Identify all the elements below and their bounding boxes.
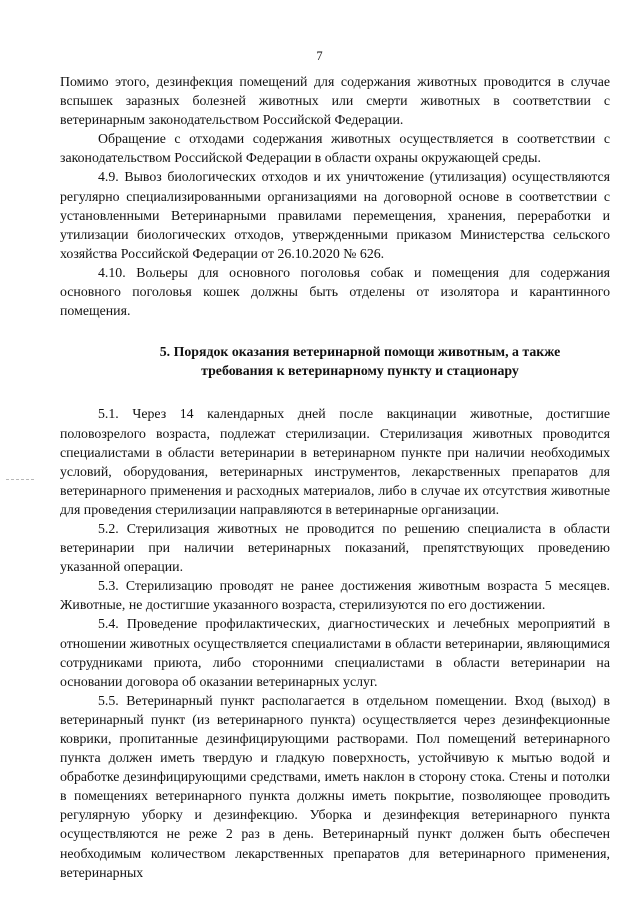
section-heading-line-2: требования к ветеринарному пункту и стационару xyxy=(201,363,519,379)
margin-scan-mark xyxy=(6,479,34,481)
paragraph-5-1: 5.1. Через 14 календарных дней после вакцинации животные, достигшие половозрелого возраста, подлежат стерилизации. Стерилизация животных проводится специалистами в области ветеринарии в ветеринарном пункте при наличии необходимых условий, оборудования, ветеринарных инструментов, лекарственных препаратов для ветеринарного применения и расходных материалов, либо в случае их отсутствия животные для проведения стерилизации направляются в ветеринарные организации. xyxy=(60,406,610,517)
paragraph-4-9: 4.9. Вывоз биологических отходов и их уничтожение (утилизация) осуществляются регулярно специализированными организациями на договорной основе в соответствии с установленными Ветеринарными правилами перемещения, хранения, переработки и утилизации биологических отходов, утвержденными приказом Министерства сельского хозяйства Российской Федерации от 26.10.2020 № 626. xyxy=(60,169,610,261)
paragraph-4-10: 4.10. Вольеры для основного поголовья собак и помещения для содержания основного поголовья кошек должны быть отделены от изолятора и карантинного помещения. xyxy=(60,264,610,319)
paragraph-5-4: 5.4. Проведение профилактических, диагностических и лечебных мероприятий в отношении животных осуществляется специалистами в области ветеринарии, являющимися сотрудниками приюта, либо сторонними специалистами в области ветеринарии на основании договора об оказании ветеринарных услуг. xyxy=(60,616,610,689)
section-heading xyxy=(60,342,610,380)
paragraph-disinfection: Помимо этого, дезинфекция помещений для содержания животных проводится в случае вспышек заразных болезней животных или смерти животных в соответствии с ветеринарным законодательством Российской Федерации. xyxy=(60,74,610,128)
paragraph-5-5: 5.5. Ветеринарный пункт располагается в отдельном помещении. Вход (выход) в ветеринарный пункт (из ветеринарного пункта) осуществляется через дезинфекционные коврики, пропитанные дезинфицирующими растворами. Пол помещений ветеринарного пункта должен иметь твердую и гладкую поверхность, устойчивую к мытью водой и обработке дезинфицирующими средствами, иметь наклон в сторону стока. Стены и потолки в помещениях ветеринарного пункта должны иметь покрытие, позволяющее проводить регулярную уборку и дезинфекцию. Уборка и дезинфекция ветеринарного пункта осуществляются не реже 2 раз в день. Ветеринарный пункт должен быть обеспечен необходимым количеством лекарственных препаратов для ветеринарного применения, ветеринарных xyxy=(60,692,610,880)
paragraph-5-2: 5.2. Стерилизация животных не проводится по решению специалиста в области ветеринарии при наличии ветеринарных показаний, препятствующих проведению указанной операции. xyxy=(60,520,610,575)
paragraph-5-3: 5.3. Стерилизацию проводят не ранее достижения животным возраста 5 месяцев. Животные, не достигшие указанного возраста, стерилизуются по его достижении. xyxy=(60,578,610,613)
section-heading-line-1: 5. Порядок оказания ветеринарной помощи животным, а также xyxy=(159,344,561,360)
document-body xyxy=(60,72,610,882)
paragraph-waste-handling: Обращение с отходами содержания животных осуществляется в соответствии с законодательством Российской Федерации в области охраны окружающей среды. xyxy=(60,131,610,166)
page-number: 7 xyxy=(316,49,323,63)
